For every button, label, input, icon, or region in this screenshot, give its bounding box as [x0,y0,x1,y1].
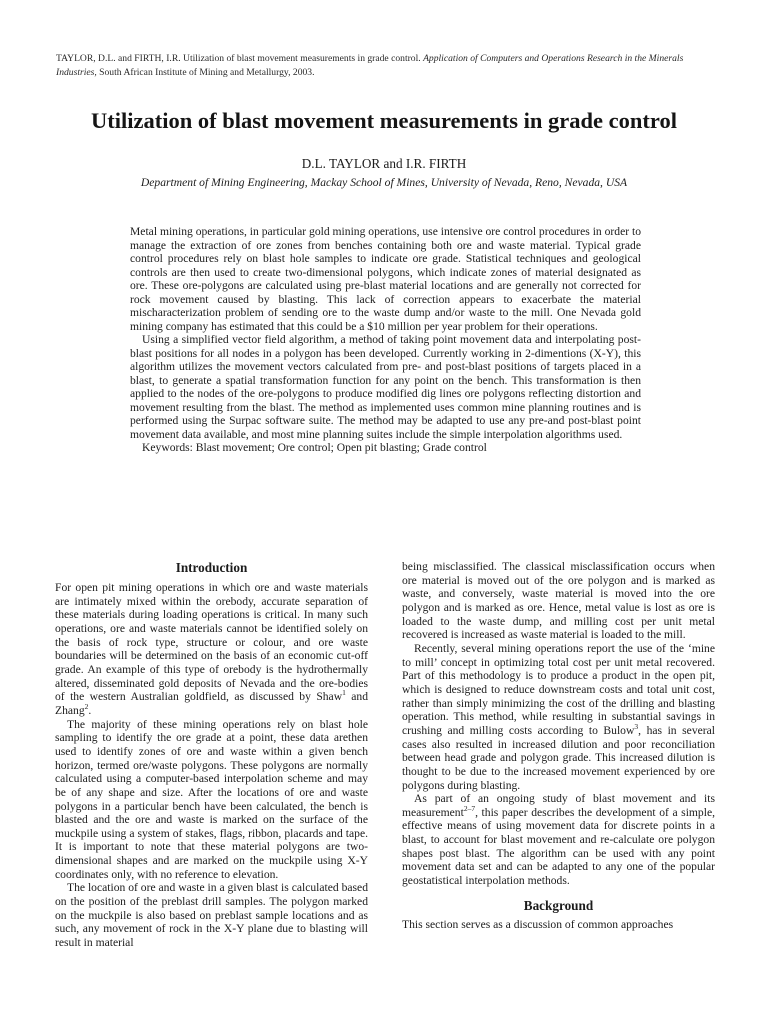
intro-paragraph-1 [55,581,368,718]
right-p2-text-b: , has in several cases also resulted in increased dilution and poor reconciliation between head grade and polygon grade. This increased dilution is thought to be due to the increased movement experienced by ore polygons during blasting. [402,723,715,792]
ref-shaw: 1 [342,688,346,698]
background-paragraph-1: This section serves as a discussion of common approaches [402,917,674,931]
right-paragraph-3 [402,792,715,888]
abstract-paragraph-1: Metal mining operations, in particular gold mining operations, use intensive ore control procedures in order to manage the extraction of ore zones from benches containing both ore and waste material. Typical grade control procedures rely on blast hole samples to indicate ore grade. Statistical techniques and geological controls are then used to create two-dimensional polygons, which indicate zones of material designated as ore. These ore-polygons are calculated using pre-blast material locations and are generally not corrected for rock movement caused by blasting. This lack of correction appears to exacerbate the material mischaracterization problem of sending ore to the waste dump and/or waste to the mill. One Nevada gold mining company has estimated that this could be a $10 million per year problem for their operations. [130,225,641,333]
introduction-heading: Introduction [175,560,248,575]
right-p3-text-b: , this paper describes the development of a simple, effective means of using movement data for discrete points in a blast, to account for blast movement and re-calculate ore polygon shapes post blast. The algorithm can be used with any point movement data set and can be adapted to any one of the popular geostatistical interpolation methods. [402,805,715,888]
ref-bulow: 3 [634,722,639,732]
right-paragraph-1: being misclassified. The classical misclassification occurs when ore material is moved out of the ore polygon and is marked as waste, and conversely, waste material is moved into the ore polygon and is marked as ore. Hence, metal value is lost as ore is loaded to the waste dump, and milling cost per unit metal recovered is increased as waste material is loaded to the mill. [402,560,715,642]
right-paragraph-2 [402,642,715,792]
ref-measurement: 2–7 [463,803,476,813]
intro-p1-text-b: and Zhang [55,690,369,717]
paper-authors: D.L. TAYLOR and I.R. FIRTH [301,156,467,171]
right-p3-text: As part of an ongoing study of blast movement and its measurement [402,792,715,819]
left-column [55,560,368,950]
right-p2-text: Recently, several mining operations report the use of the ‘mine to mill’ concept in optimizing total cost per unit metal recovered. Part of this methodology is to produce a product in the open pit, which is designed to reduce downstream costs and total unit cost, rather than simply minimizing the cost of the drilling and blasting operation. This method, while resulting in substantial savings in crushing and milling costs according to Bulow [402,641,715,737]
intro-p1-text: For open pit mining operations in which ore and waste materials are intimately mixed within the orebody, accurate separation of these materials during loading operations is critical. In many such operations, ore and waste materials cannot be identified solely on the basis of rock type, structure or colour, and ore waste boundaries will be determined on the basis of an economic cut-off grade. An example of this type of orebody is the hydrothermally altered, disseminated gold deposits of Nevada and the ore-bodies of the western Australian goldfield, as discussed by Shaw [55,581,368,704]
citation-publisher: South African Institute of Mining and Metallurgy, 2003. [96,67,315,78]
right-column [402,560,715,931]
abstract-keywords: Keywords: Blast movement; Ore control; Open pit blasting; Grade control [142,441,487,454]
intro-paragraph-2: The majority of these mining operations rely on blast hole sampling to identify the ore grade at a point, these data arethen used to identify zones of ore and waste within a given bench horizon, termed ore/waste polygons. These polygons are normally calculated using a computer-based interpolation scheme and may be of any shape and size. After the locations of ore and waste polygons in a particular bench have been calculated, the bench is blasted and the ore and waste is marked on the surface of the muckpile using a system of stakes, flags, ribbon, placards and tape. It is important to note that these material polygons are two-dimensional shapes and are marked on the muckpile using X-Y coordinates only, with no reference to elevation. [55,717,368,881]
intro-p1-text-c: . [88,703,92,717]
citation-authors: TAYLOR, D.L. and FIRTH, I.R. Utilization of blast movement measurements in grade control. [56,53,424,64]
intro-paragraph-3: The location of ore and waste in a given blast is calculated based on the position of the preblast drill samples. The polygon marked on the muckpile is also based on preblast sample locations and as such, any movement of rock in the X-Y plane due to blasting will result in material [55,881,368,950]
paper-title: Utilization of blast movement measurements in grade control [91,108,677,133]
citation [56,52,716,80]
citation-journal: Application of Computers and Operations Research in the Minerals Industries, [56,53,684,78]
background-heading: Background [523,897,594,913]
ref-zhang: 2 [84,702,89,712]
abstract-paragraph-2: Using a simplified vector field algorithm, a method of taking point movement data and interpolating post-blast positions for all nodes in a polygon has been developed. Currently working in 2-dimentions (X-Y), this algorithm utilizes the movement vectors calculated from pre- and post-blast positions of targets placed in a blast, to generate a spatial transformation function for any point on the bench. This transformation is then applied to the nodes of the ore-polygons to produce modified dig lines ore polygons reflecting distortion and movement resulting from the blast. The method as implemented uses common mine planning routines and is performed using the Surpac software suite. The method may be adapted to use any pre-and post-blast point movement data available, and most mine planning suites include the simple interpolation algorithms used. [130,333,641,441]
author-affiliation: Department of Mining Engineering, Mackay School of Mines, University of Nevada, Reno, Nevada, USA [140,176,628,189]
abstract [130,225,641,455]
